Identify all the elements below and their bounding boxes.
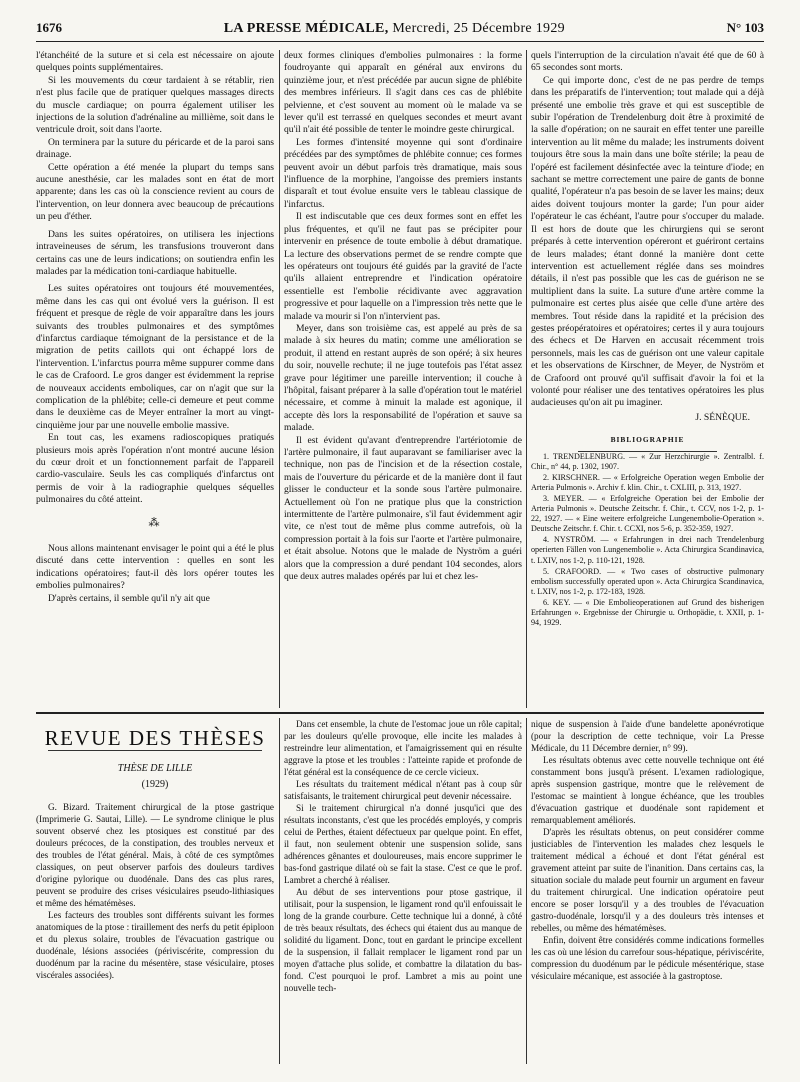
bibliography-list [531, 452, 764, 629]
paragraph: D'après les résultats obtenus, on peut considérer comme justiciables de l'intervention les malades chez lesquels le traitement médical a échoué et dont l'état général est gravement atteint par suite de l'inanition. Dans certains cas, la situation sociale du malade peut fournir un argument en faveur du traitement chirurgical. Une indication opératoire peut encore se poser lorsqu'il y a des troubles de l'évacuation gastro-duodénale, lorsqu'il y a des douleurs très intenses et rebelles, ou même des hématémèses. [531, 827, 764, 933]
journal-title: LA PRESSE MÉDICALE, [223, 21, 389, 36]
section-title: REVUE DES THÈSES [44, 726, 266, 750]
journal-title-line [224, 21, 565, 37]
revue-column-3 [531, 718, 764, 1068]
paragraph: Si les mouvements du cœur tardaient à se rétablir, rien n'est plus facile que de pratiquer quelques massages directs du muscle cardiaque; on pourra également utiliser les injections de la solution d'adrénaline au millième, soit dans le ventricule droit, soit dans l'aorte. [36, 74, 274, 136]
paragraph: Si le traitement chirurgical n'a donné jusqu'ici que des résultats inconstants, c'est que les procédés employés, y compris celui de Perthes, étaient défectueux par quelque point. En effet, il faut, non seulement obtenir une suspension solide, sans adhérences gênantes et douloureuses, mais encore supprimer le bas-fond gastrique dilaté où se fait la stase. C'est ce que le prof. Lambret a cherché à réaliser. [284, 803, 522, 885]
paragraph: Cette opération a été menée la plupart du temps sans aucune anesthésie, car les malades sont en état de mort apparente; dans les cas où la conscience revient au cours de l'intervention, on leur donnera avec beaucoup de précautions un peu d'éther. [36, 161, 274, 223]
paragraph: Dans cet ensemble, la chute de l'estomac joue un rôle capital; par les douleurs qu'elle provoque, elle incite les malades à restreindre leur alimentation, et l'amaigrissement qui en résulte aggrave la ptose et les troubles : l'atteinte rapide et profonde de l'état général est la conséquence de ce cercle vicieux. [284, 719, 522, 777]
paragraph: Nous allons maintenant envisager le point qui a été le plus discuté dans cette intervention : quelles en sont les indications opératoires; faut-il dès lors opérer toutes les embolies pulmonaires? [36, 543, 274, 592]
page-header [36, 20, 764, 38]
paragraph: Ce qui importe donc, c'est de ne pas perdre de temps dans les préparatifs de l'intervention; tout malade qui a déjà présenté une embolie très grave et qui est susceptible de subir l'opération de Trendelenburg doit être à proximité de la salle d'opération; on ne saurait en effet tenter une pareille intervention au lit même du malade; les instruments doivent toujours être sous la main dans une boîte stérile; la peau de l'opéré est facilement désinfectée avec la teinture d'iode; en sachant se mettre correctement une paire de gants de bonne qualité, l'opérateur n'a pas besoin de se laver les mains; deux aides doivent toujours monter la garde; l'un pour aider l'opérateur le cas échéant, l'autre pour s'occuper du malade. Il est hors de doute que les chirurgiens qui se seront préparés à cette intervention opéreront et guériront certains de leurs malades; étant donné la manière dont cette intervention est actuellement réglée dans ses moindres détails, il n'est pas possible que les cas de guérison ne se multiplient dans la suite. La suture d'une artère comme la pulmonaire est certes plus aisée que celle d'une artère des membres. Tout réside dans la rapidité et la précision des gestes préopératoires et opératoires; certes il y aura toujours des échecs et De Harven en accusait récemment trois personnels, mais les cas de guérison ont une valeur capitale et les observations de Kirschner, de Meyer, de Nyström et de Crafoord ont prouvé qu'il suffisait d'avoir la foi et la volonté pour réaliser une des tentatives opératoires les plus audacieuses qu'on ait pu imaginer. [531, 74, 764, 409]
revue-column-2 [284, 718, 522, 1068]
paragraph: Les résultats obtenus avec cette nouvelle technique ont été constamment bons jusqu'à présent. L'examen radiologique, après suspension gastrique, montre que le relèvement de l'estomac se maintient à longue échéance, que les troubles d'évacuation gastrique et duodénale sont rapidement et remarquablement améliorés. [531, 755, 764, 825]
bibliography-entry: 1. TRENDELENBURG. — « Zur Herzchirurgie ». Zentralbl. f. Chir., n° 44, p. 1302, 1907. [531, 451, 764, 471]
paragraph: Au début de ses interventions pour ptose gastrique, il utilisait, pour la suspension, le ligament rond qu'il enfouissait le long de la grande courbure. Cette technique lui a donné, à côté de très beaux résultats, des échecs qui étaient dus au manque de solidité du ligament. Donc, tout en gardant le principe excellent de la suspension, il fallait remplacer le ligament rond par un moyen d'attache plus solide, et combattre la dilatation du bas-fond. C'est pourquoi le prof. Lambret a mis au point une nouvelle tech- [284, 887, 522, 993]
article-column-1 [36, 50, 274, 710]
issue-number: N° 103 [726, 20, 764, 35]
article-column-3 [531, 50, 764, 710]
paragraph: deux formes cliniques d'embolies pulmonaires : la forme foudroyante qui apparaît en général aux environs du quinzième jour, et n'est précédée par aucun signe de phlébite des membres inférieurs. Il s'agit dans ces cas de phlébite pelvienne, et c'est souvent au moment où le malade va se lever qu'il est terrassé en quelques secondes et meurt avant qu'il n'ait été possible de tenter le moindre geste chirurgical. [284, 50, 522, 136]
column-divider [279, 718, 280, 1064]
paragraph: Meyer, dans son troisième cas, est appelé au près de sa malade à six heures du matin; comme une amélioration se produit, il attend en restant auprès de son opéré; à six heures du soir, nouvelle rechute; il ne juge toutefois pas l'état assez grave pour légitimer une pareille intervention; il couche à l'hôpital, faisant préparer à la salle d'opération tout le matériel nécessaire, et comme à minuit la malade est agonique, il accepte dès lors la responsabilité de l'opération et sauve sa malade. [284, 322, 522, 434]
bibliography-entry: 4. NYSTRÖM. — « Erfahrungen in drei nach Trendelenburg operierten Fällen von Lungenembolie ». Acta Chirurgica Scandinavica, t. LXIV, nos 1-2, p. 110-121, 1928. [531, 535, 764, 565]
column-divider [526, 718, 527, 1064]
bibliography-heading: BIBLIOGRAPHIE [610, 435, 685, 445]
revue-column-1 [36, 718, 274, 1068]
header-rule [36, 41, 764, 42]
paragraph: Les facteurs des troubles sont différents suivant les formes anatomiques de la ptose : tiraillement des nerfs du petit épiploon et du plexus solaire, troubles de l'évacuation gastrique ou duodénale, lésions associées (périviscérite, compression du duodénum par la racine du mésentère, stase vésiculaire, ptoses viscérales associées). [36, 910, 274, 980]
paragraph: nique de suspension à l'aide d'une bandelette aponévrotique (pour la description de cette technique, voir La Presse Médicale, du 11 Décembre dernier, n° 99). [531, 719, 764, 753]
paragraph: Enfin, doivent être considérés comme indications formelles les cas où une lésion du carrefour sous-hépatique, périviscérite, compression du duodénum par le pédicule mésentérique, stase vésiculaire mécanique, est associée à la gastroptose. [531, 935, 764, 981]
bibliography-entry: 2. KIRSCHNER. — « Erfolgreiche Operation wegen Embolie der Arteria Pulmonis ». Archiv f. klin. Chir., t. CXLIII, p. 313, 1927. [531, 472, 764, 492]
column-divider [279, 50, 280, 708]
section-separator [36, 712, 764, 714]
paragraph: Les résultats du traitement médical n'étant pas à coup sûr satisfaisants, le traitement chirurgical peut devenir nécessaire. [284, 779, 522, 801]
these-year: (1929) [141, 779, 169, 790]
paragraph: Les formes d'intensité moyenne qui sont d'ordinaire précédées par des symptômes de phlébite connue; ces formes peuvent avoir un début parfois très dramatique, mais sous l'influence de la morphine, l'angoisse des premiers instants disparaît et tout évolue ensuite vers le tableau classique de l'infarctus. [284, 136, 522, 210]
paragraph: Il est évident qu'avant d'entreprendre l'artériotomie de l'artère pulmonaire, il faut auparavant se familiariser avec la technique, non pas de l'incision et de la résection costale, mais de l'ouverture du péricarde et de la manière dont il faut glisser le conducteur et la sonde sous l'artère pulmonaire. Actuellement où l'on ne pratique plus que la constriction intermittente de l'artère pulmonaire, s'il faut évidemment agir vite, ce n'est tout de même plus comme autrefois, où la compression portait à la fois sur l'aorte et l'artère pulmonaire, et était absolue. Notons que le malade de Nyström a guéri alors que la compression a duré pendant 104 secondes, alors que deux autres malades opérés par lui et chez les- [284, 434, 522, 583]
title-rule [48, 750, 262, 751]
column-divider [526, 50, 527, 708]
these-heading: THÈSE DE LILLE [117, 763, 193, 774]
bibliography-entry: 5. CRAFOORD. — « Two cases of obstructive pulmonary embolism successfully operated upon ». Acta Chirurgica Scandinavica, t. LXIV, nos 1-2, p. 172-183, 1928. [531, 566, 764, 596]
paragraph: l'étanchéité de la suture et si cela est nécessaire on ajoute quelques points supplémentaires. [36, 50, 274, 74]
issue-date: Mercredi, 25 Décembre 1929 [392, 21, 565, 36]
bibliography-entry: 6. KEY. — « Die Embolieoperationen auf Grund des bisherigen Erfahrungen ». Ergebnisse der Chirurgie u. Orthopädie, t. XXII, p. 1-94, 1929. [531, 597, 764, 628]
paragraph: D'après certains, il semble qu'il n'y ait que [48, 592, 210, 604]
paragraph: Les suites opératoires ont toujours été mouvementées, même dans les cas qui ont évolué vers la guérison. Il est fréquent et presque de règle de voir apparaître dans les jours suivants des troubles pulmonaires et des symptômes d'infarctus cardiaque témoignant de la persistance et de la migration de petits caillots qui ont échappé lors de l'intervention. L'infarctus pourra même suppurer comme dans le cas de Crafoord. Le gros danger est évidemment la reprise de nouveaux accidents emboliques, car on n'agit que sur la complication de la phlébite; celle-ci demeure et peut comme dans le deuxième cas de Meyer entraîner la mort au vingt-cinquième jour par une nouvelle embolie massive. [36, 283, 274, 431]
paragraph: Il est indiscutable que ces deux formes sont en effet les plus fréquentes, et qu'il ne faut pas se précipiter pour intervenir en présence de toute embolie à début dramatique. La lecture des observations permet de se rendre compte que les opérateurs ont toujours été guidés par la gravité de l'acte qu'ils allaient entreprendre et l'indication opératoire essentielle est l'embolie récidivante avec aggravation progressive et pour laquelle on a l'impression très nette que le malade va mourir si l'on n'intervient pas. [284, 211, 522, 322]
paragraph: On terminera par la suture du péricarde et de la paroi sans drainage. [36, 136, 274, 161]
page-number: 1676 [36, 20, 62, 35]
paragraph: Dans les suites opératoires, on utilisera les injections intraveineuses de sérum, les transfusions trouveront dans certains cas une de leurs indications; on soutiendra enfin les malades par la médication toni-cardiaque habituelle. [36, 228, 274, 277]
paragraph: G. Bizard. Traitement chirurgical de la ptose gastrique (Imprimerie G. Sautai, Lille). — Le syndrome clinique le plus souvent observé chez les ptosiques est constitué par des douleurs précoces, de la constipation, des troubles nerveux et des troubles de l'état général. Mais, à côté de ces symptômes classiques, on peut observer parfois des douleurs tardives d'origine pylorique ou duodénale. Dans des cas plus rares, peuvent se produire des crises vésiculaires pseudo-lithiasiques et même des hématémèses. [36, 802, 274, 908]
paragraph: En tout cas, les examens radioscopiques pratiqués plusieurs mois après l'opération n'ont montré aucune lésion du cœur droit et un fonctionnement parfait de l'appareil cardio-vasculaire. Seuls les cas compliqués d'infarctus ont permis de voir à la radiographie quelques séquelles pulmonaires du côté atteint. [36, 432, 274, 506]
article-column-2 [284, 50, 522, 710]
section-stars: ⁂ [148, 516, 162, 529]
bibliography-entry: 3. MEYER. — « Erfolgreiche Operation bei der Embolie der Arteria Pulmonis ». Deutsche Zeitschr. f. Chir., t. CCV, nos 1-2, p. 1-22, 1927. — « Eine weitere erfolgreiche Lungenembolie-Operation ». Deutsche Zeitschr. f. Chir. t. CCXI, nos 5-6, p. 352-359, 1927. [531, 493, 764, 534]
author-signature: J. SÉNÈQUE. [695, 411, 750, 423]
paragraph: quels l'interruption de la circulation n'avait été que de 60 à 65 secondes sont morts. [531, 50, 764, 74]
